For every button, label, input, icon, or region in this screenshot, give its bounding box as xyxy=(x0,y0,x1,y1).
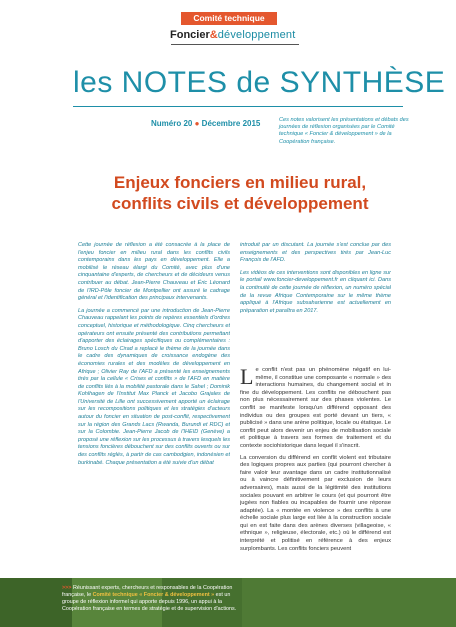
footer-arrows: >>> xyxy=(62,585,72,591)
logo-foncier: Foncier xyxy=(170,29,210,41)
logo-ampersand: & xyxy=(209,29,218,41)
footer-text-after: est un groupe de réflexion informel qui apporte depuis 1996, un appui à la Coopération française en termes de stratégie et de supervision d'actions. xyxy=(62,592,237,613)
logo-developpement: développement xyxy=(217,29,296,41)
footer-highlight: Comité technique « Foncier & développement » xyxy=(92,592,215,599)
body-paragraph: La conversion du différend en conflit violent est tributaire des logiques propres aux parties (qui pourront chercher à faire valoir leur avantage dans un cadre institutionnalisé ou à vaincre définitivement par exclusion de leurs adversaires), mais aussi de la légitimité des institutions sociales pouvant en arbitrer le cours (et qui pourront être jugées non fiables ou incapables de fournir une réponse adaptée). La « montée en violence » des conflits à une échelle sociale plus large est liée à la construction sociale qui en est faite dans des arènes diverses (villageoise, « ethnique », religieuse, électorale, etc.) où le différend est interprété et politisé en référence à des enjeux surplombants. Les conflits fonciers peuvent xyxy=(240,454,391,552)
summary-right-column xyxy=(240,242,391,360)
summary-paragraph: Les vidéos de ces interventions sont disponibles en ligne sur le portail www.foncier-developpement.fr en cliquant ici. Dans la continuité de cette journée de réflexion, un numéro spécial de la revue Afrique Contemporaine sur le même thème appliqué à l'Afrique subsaharienne est actuellement en préparation et paraîtra en 2017. xyxy=(240,269,391,314)
article-heading: Enjeux fonciers en milieu rural, conflits civils et développement xyxy=(111,173,369,213)
body-paragraph xyxy=(240,367,391,451)
issue-info xyxy=(151,118,271,130)
logo xyxy=(170,27,300,43)
issue-separator-dot: ● xyxy=(194,119,200,128)
footer-caption xyxy=(62,585,242,625)
committee-badge: Comité technique xyxy=(181,12,277,25)
drop-cap: L xyxy=(240,367,254,389)
logo-underline xyxy=(171,44,299,45)
body-paragraph-text: e conflit n'est pas un phénomène négatif en lui-même, il constitue une composante « normale » des interactions humaines, du changement social et in fine du développement. Les conflits ne débouchent pas non plus nécessairement sur des phases violentes. Le conflit se manifeste lorsqu'un différend opposant des individus ou des groupes est porté devant un tiers, « publicisé » dans une arène politique, locale ou étatique. Le conflit peut alors devenir un enjeu de mobilisation sociale et politique à travers ses formes de traitement et du contexte sociohistorique dans lequel il s'inscrit. xyxy=(240,367,391,449)
publication-title: les NOTES de SYNTHÈSE xyxy=(73,66,446,99)
title-divider xyxy=(73,106,403,107)
summary-paragraph: introduit par un discutant. La journée s'est conclue par des enseignements et des perspectives tirés par Jean-Luc François de l'AFD. xyxy=(240,242,391,264)
footer-text-before: Réunissant experts, chercheurs et responsables de la Coopération française, le xyxy=(62,585,233,599)
series-intro: Ces notes valorisent les présentations et débats des journées de réflexion organisées par le Comité technique « Foncier & développement » de la Coopération française. xyxy=(279,117,409,145)
summary-paragraph: La journée a commencé par une introduction de Jean-Pierre Chauveau rappelant les points de repères essentiels d'ordres conceptuel, historique et méthodologique. Cinq chercheurs et opérateurs ont ensuite présenté des contributions permettant d'apporter des éclairages spécifiques ou complémentaires : Bruno Losch du Cirad a replacé le thème de la journée dans le cadre des dynamiques de croissance endogène des économies rurales et des modèles de développement en Afrique ; Olivier Ray de l'AFD a présenté les enseignements tirés par la cellule « Crises et conflits » de l'AFD en matière de conflits liés à la mobilité pastorale dans le Sahel ; Dominik Kohlhagen de l'Institut Max Planck et Jacobo Grajales de l'Université de Lille ont successivement apporté un éclairage sur les recompositions politiques et les stratégies d'acteurs autour du foncier en situation de post-conflit, respectivement sur la région des Grands Lacs (Rwanda, Burundi et RDC) et sur la Colombie. Jean-Pierre Jacob de l'IHEID (Genève) a proposé une réflexion sur les processus à travers lesquels les tensions foncières débouchent sur des conflits ouverts ou sur des conflits réglés, à partir de cas cambodgien, indonésien et burkinabé. Chaque présentation a été suivie d'un débat xyxy=(78,307,230,466)
issue-date: Décembre 2015 xyxy=(201,119,261,128)
summary-paragraph: Cette journée de réflexion a été consacrée à la place de l'enjeu foncier en milieu rural dans les conflits civils contemporains dans les pays en développement. Elle a mobilisé le réseau élargi du Comité, avec plus d'une cinquantaine d'experts, de chercheurs et de décideurs venus contribuer au débat. Jean-Pierre Chauveau et Éric Léonard de l'IRD-Pôle foncier de Montpellier ont assuré le cadrage général et l'identification des principaux intervenants. xyxy=(78,242,230,302)
summary-left-column xyxy=(78,242,230,578)
issue-number: Numéro 20 xyxy=(151,119,193,128)
